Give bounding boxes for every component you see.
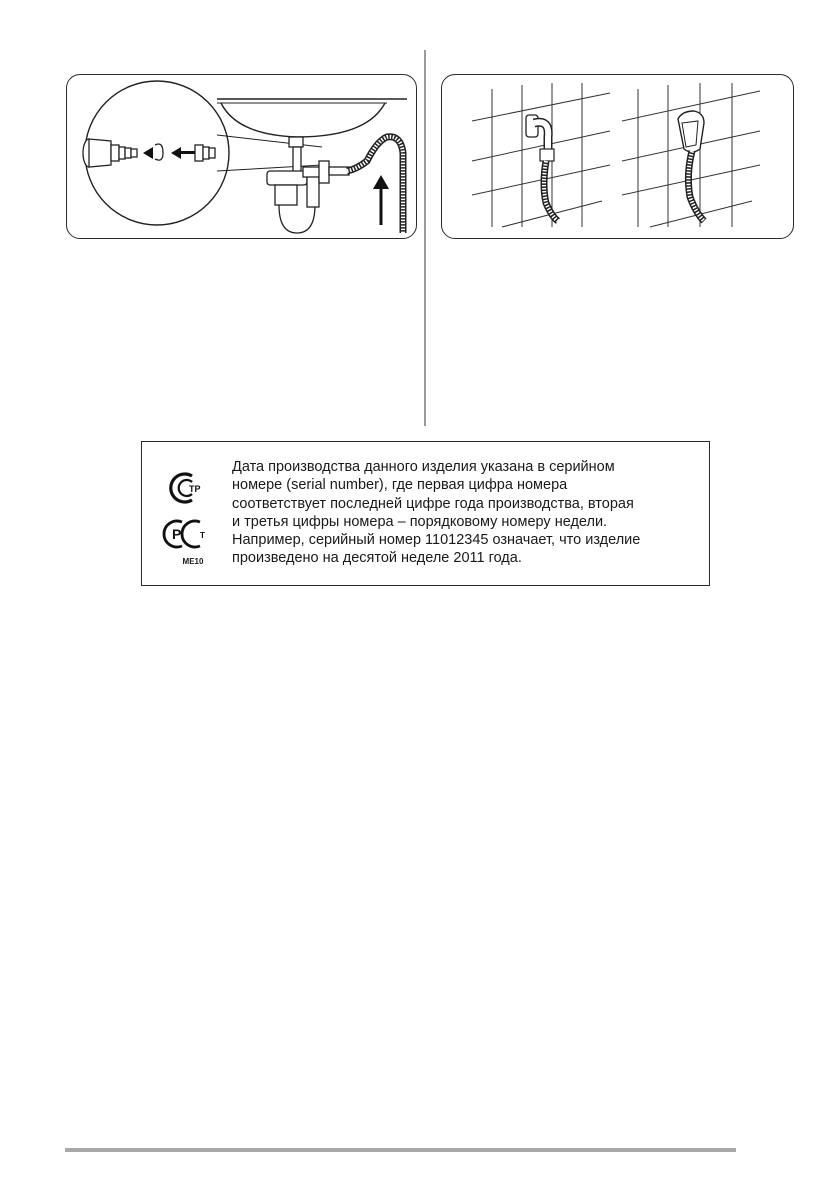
notice-line: соответствует последней цифре года производства, вторая xyxy=(232,495,634,512)
rst-certification-icon xyxy=(164,521,205,547)
drain-hose-wall-hook-illustration xyxy=(442,75,794,239)
cert-code: ME10 xyxy=(182,557,204,566)
column-divider xyxy=(424,50,426,426)
svg-text:P: P xyxy=(172,526,182,542)
certification-marks xyxy=(162,468,222,578)
footer-rule xyxy=(65,1148,736,1152)
figure-sink-drain-connection xyxy=(66,74,417,239)
notice-line: и третья цифры номера – порядковому номеру недели. xyxy=(232,513,608,530)
drain-hose-sink-siphon-illustration xyxy=(67,75,417,239)
eac-tr-certification-icon xyxy=(171,474,201,502)
svg-text:TP: TP xyxy=(189,484,201,494)
notice-line: Дата производства данного изделия указана в серийном xyxy=(232,459,615,475)
serial-number-notice xyxy=(141,441,710,586)
figure-wall-hook-drain xyxy=(441,74,794,239)
notice-line: Например, серийный номер 11012345 означает, что изделие xyxy=(232,532,641,549)
notice-line: произведено на десятой неделе 2011 года. xyxy=(232,550,522,567)
serial-number-explanation xyxy=(232,458,702,568)
svg-text:T: T xyxy=(200,531,205,540)
notice-line: номере (serial number), где первая цифра номера xyxy=(232,477,568,494)
